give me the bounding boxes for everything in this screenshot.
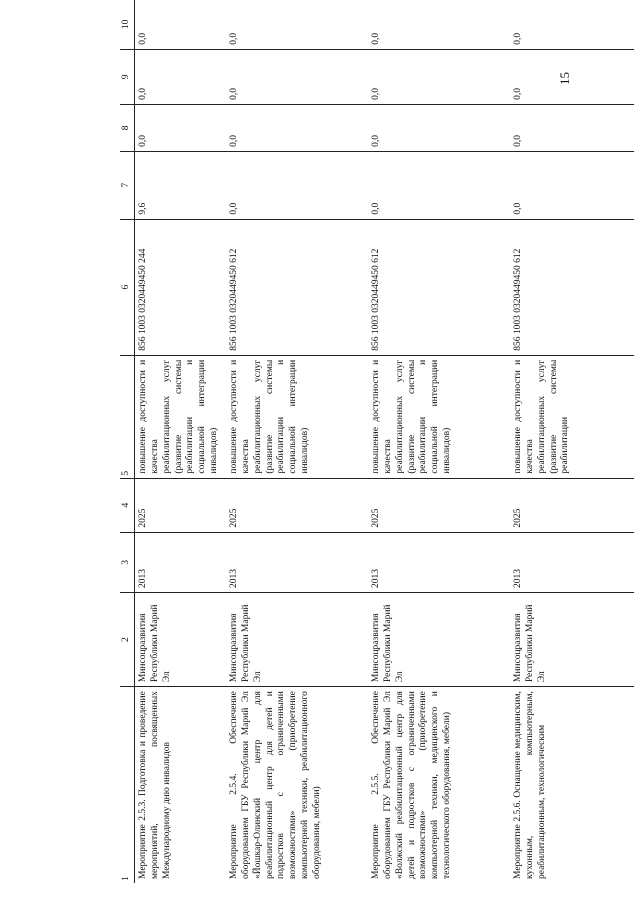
col-header-9: 9 [120, 49, 134, 104]
value-col8-cell: 0,0 [368, 104, 510, 151]
value-col9-cell: 0,0 [368, 49, 510, 104]
measure-cell: Мероприятие 2.5.6. Оснащение медицинским, кухонным, компьютерным, реабилитационным, технологическим [512, 691, 547, 879]
executor-cell: Минсоцразвития Республики Марий Эл [368, 593, 510, 687]
end-year-cell: 2025 [368, 478, 510, 532]
result-cell: повышение доступности и качества реабилитационных услуг (развитие системы реабилитации и социальной интеграции инвалидов) [134, 355, 226, 478]
measure-cell: Мероприятие 2.5.4. Обеспечение оборудованием ГБУ Республики Марий Эл «Йошкар-Олинский центр для реабилитационный центр для детей и подростков с ограниченными возможностями» (приобретение компьютерной техники, реабилитационного оборудования, мебели) [228, 691, 322, 879]
result-cell: повышение доступности и качества реабилитационных услуг (развитие системы реабилитации и социальной интеграции инвалидов) [368, 355, 510, 478]
table-row [368, 0, 510, 883]
value-col10-cell: 0,0 [510, 0, 634, 49]
header-row [120, 0, 134, 883]
executor-cell: Минсоцразвития Республики Марий Эл [134, 593, 226, 687]
measure-cell: Мероприятие 2.5.3. Подготовка и проведение мероприятий, посвященных Международному дню инвалидов [137, 691, 172, 879]
value-col8-cell: 0,0 [510, 104, 634, 151]
value-col7-cell: 9,6 [134, 151, 226, 219]
budget-code-cell: 856 1003 0320449450 244 [134, 219, 226, 355]
budget-code-cell: 856 1003 0320449450 612 [368, 219, 510, 355]
col-header-3: 3 [120, 532, 134, 592]
end-year-cell: 2025 [134, 478, 226, 532]
value-col7-cell: 0,0 [368, 151, 510, 219]
value-col7-cell: 0,0 [226, 151, 368, 219]
value-col9-cell: 0,0 [510, 49, 634, 104]
col-header-6: 6 [120, 219, 134, 355]
table-row [510, 0, 634, 883]
value-col9-cell: 0,0 [226, 49, 368, 104]
measure-cell: Мероприятие 2.5.5. Обеспечение оборудованием ГБУ Республики Марий Эл «Волжский реабилитационный центр для детей и подростков с ограниченными возможностями» (приобретение компьютерной техники, медицинского и технологического оборудования, мебели) [370, 691, 453, 879]
end-year-cell: 2025 [226, 478, 368, 532]
col-header-4: 4 [120, 478, 134, 532]
col-header-10: 10 [120, 0, 134, 49]
table-row [226, 0, 368, 883]
executor-cell: Минсоцразвития Республики Марий Эл [226, 593, 368, 687]
value-col9-cell: 0,0 [134, 49, 226, 104]
col-header-2: 2 [120, 593, 134, 687]
value-col10-cell: 0,0 [368, 0, 510, 49]
col-header-1: 1 [120, 687, 134, 883]
page-number: 15 [557, 72, 572, 85]
result-cell: повышение доступности и качества реабилитационных услуг (развитие системы реабилитации [510, 355, 634, 478]
col-header-5: 5 [120, 355, 134, 478]
col-header-8: 8 [120, 104, 134, 151]
table-row [134, 0, 226, 883]
value-col8-cell: 0,0 [226, 104, 368, 151]
value-col10-cell: 0,0 [226, 0, 368, 49]
program-measures-table [120, 0, 634, 883]
end-year-cell: 2025 [510, 478, 634, 532]
start-year-cell: 2013 [368, 532, 510, 592]
result-cell: повышение доступности и качества реабилитационных услуг (развитие системы реабилитации и социальной интеграции инвалидов) [226, 355, 368, 478]
col-header-7: 7 [120, 151, 134, 219]
start-year-cell: 2013 [226, 532, 368, 592]
start-year-cell: 2013 [510, 532, 634, 592]
start-year-cell: 2013 [134, 532, 226, 592]
value-col10-cell: 0,0 [134, 0, 226, 49]
value-col7-cell: 0,0 [510, 151, 634, 219]
budget-code-cell: 856 1003 0320449450 612 [226, 219, 368, 355]
value-col8-cell: 0,0 [134, 104, 226, 151]
budget-code-cell: 856 1003 0320449450 612 [510, 219, 634, 355]
executor-cell: Минсоцразвития Республики Марий Эл [510, 593, 634, 687]
